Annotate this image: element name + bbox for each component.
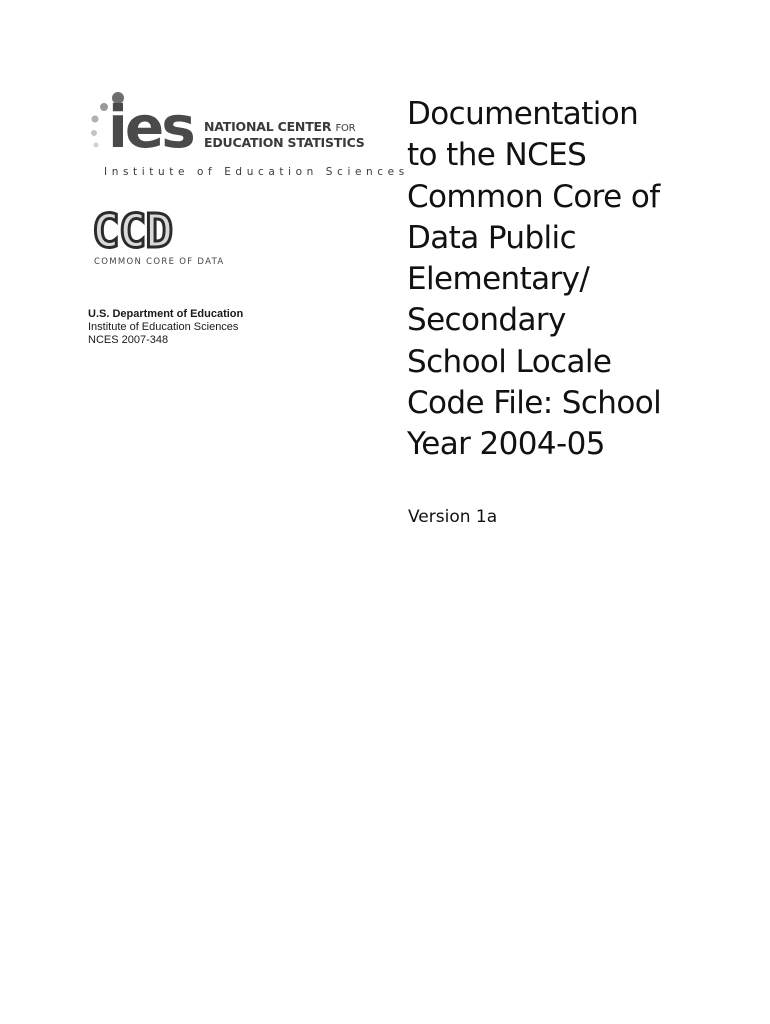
title-line: Elementary/	[407, 261, 590, 298]
department-info	[88, 308, 243, 347]
report-number: NCES 2007-348	[88, 334, 169, 346]
ccd-subtitle: COMMON CORE OF DATA	[94, 257, 225, 267]
version-label: Version 1a	[408, 507, 498, 527]
document-title	[407, 94, 707, 466]
title-line: Secondary	[407, 302, 566, 339]
title-line: Code File: School	[407, 385, 662, 422]
ies-tagline: Institute of Education Sciences	[104, 166, 409, 178]
ies-logo	[84, 90, 409, 185]
ccd-wordmark: CCD	[92, 204, 173, 258]
ies-center-for: FOR	[335, 123, 356, 134]
title-line: Documentation	[407, 96, 639, 132]
title-line: Common Core of	[407, 178, 660, 215]
title-line: to the NCES	[407, 137, 587, 174]
ccd-logo	[92, 204, 242, 274]
ies-center-line1: NATIONAL CENTER	[204, 119, 332, 134]
institute-name: Institute of Education Sciences	[88, 321, 239, 333]
title-line: Year 2004-05	[407, 426, 605, 463]
title-line: School Locale	[407, 343, 612, 380]
department-name: U.S. Department of Education	[88, 308, 244, 320]
ies-center-name	[204, 120, 365, 150]
title-line: Data Public	[407, 219, 577, 256]
ies-wordmark: ies	[108, 93, 193, 161]
ies-center-line2: EDUCATION STATISTICS	[204, 135, 365, 150]
